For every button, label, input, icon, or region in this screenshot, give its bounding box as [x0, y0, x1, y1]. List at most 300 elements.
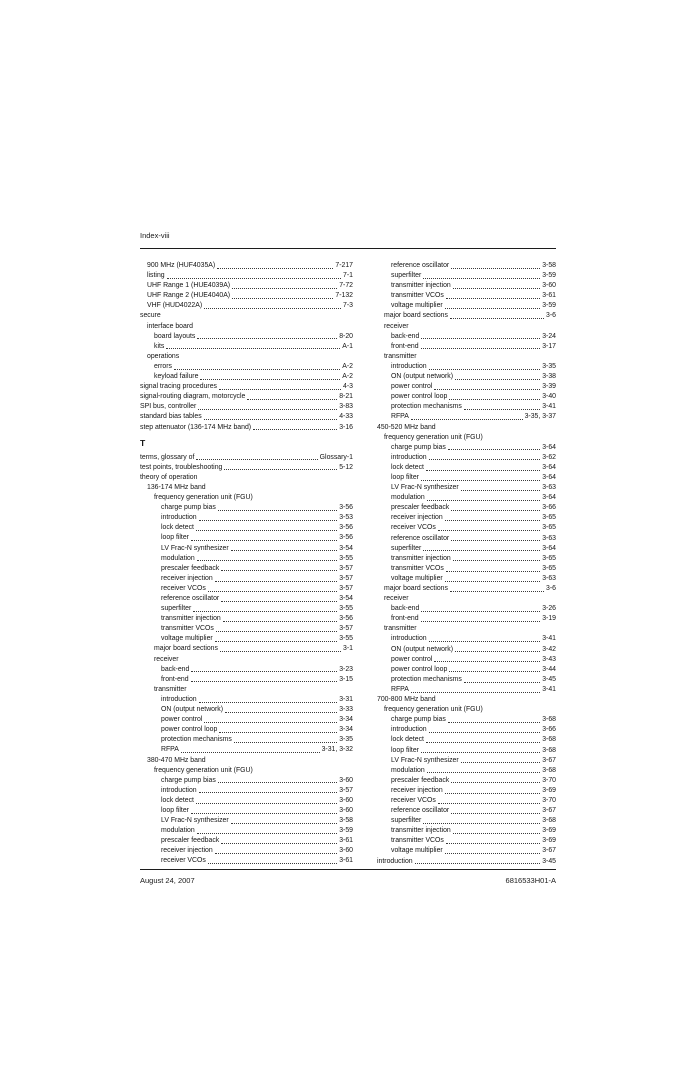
page-number: 3-57: [339, 786, 353, 794]
dot-leader: [427, 772, 540, 773]
dot-leader: [225, 712, 337, 713]
entry-text: UHF Range 1 (HUE4039A): [147, 282, 231, 290]
dot-leader: [221, 601, 337, 602]
index-entry: [370, 322, 556, 332]
index-entry: [140, 473, 353, 483]
entry-text: LV Frac-N synthesizer: [391, 484, 459, 492]
entry-text: receiver VCOs: [391, 524, 436, 532]
dot-leader: [234, 742, 337, 743]
page-number: 3-60: [339, 806, 353, 814]
dot-leader: [191, 540, 337, 541]
index-entry: [140, 836, 353, 846]
entry-text: 700-800 MHz band: [377, 696, 436, 704]
page-number: 3-57: [339, 574, 353, 582]
entry-text: receiver injection: [161, 847, 213, 855]
entry-text: receiver: [384, 322, 409, 330]
dot-leader: [429, 459, 541, 460]
entry-text: RFPA: [161, 746, 179, 754]
page-number: A-1: [342, 342, 353, 350]
index-entry: [370, 756, 556, 766]
entry-text: prescaler feedback: [391, 776, 450, 784]
page-number: 3-64: [542, 463, 556, 471]
page-number: 3-64: [542, 473, 556, 481]
index-entry: [370, 725, 556, 735]
page-number: 3-55: [339, 554, 353, 562]
page-number: 3-69: [542, 837, 556, 845]
entry-text: modulation: [161, 554, 195, 562]
index-entry: [140, 766, 353, 776]
index-entry: [140, 644, 353, 654]
index-entry: [140, 463, 353, 473]
index-entry: [370, 392, 556, 402]
index-entry: [370, 735, 556, 745]
page-number: 3-83: [339, 403, 353, 411]
dot-leader: [223, 621, 337, 622]
entry-text: protection mechanisms: [391, 675, 462, 683]
index-entry: [140, 382, 353, 392]
page-number: 3-60: [339, 776, 353, 784]
entry-text: power control: [391, 655, 433, 663]
page-number: 3-67: [542, 807, 556, 815]
entry-text: introduction: [161, 786, 197, 794]
entry-text: major board sections: [384, 312, 448, 320]
index-entry: [370, 362, 556, 372]
page-number: 3-62: [542, 453, 556, 461]
entry-text: loop filter: [391, 746, 419, 754]
index-entry: [370, 705, 556, 715]
index-entry: [370, 746, 556, 756]
index-entry: [140, 453, 353, 463]
page-number: 3-39: [542, 383, 556, 391]
dot-leader: [429, 641, 541, 642]
entry-text: operations: [147, 352, 180, 360]
index-entry: [370, 503, 556, 513]
entry-text: transmitter injection: [391, 827, 451, 835]
dot-leader: [191, 671, 337, 672]
entry-text: reference oscillator: [391, 534, 450, 542]
dot-leader: [216, 631, 337, 632]
index-entry: [370, 816, 556, 826]
entry-text: lock detect: [391, 736, 424, 744]
entry-text: introduction: [391, 726, 427, 734]
dot-leader: [438, 803, 540, 804]
page-number: 3-40: [542, 393, 556, 401]
index-entry: [140, 745, 353, 755]
dot-leader: [232, 298, 333, 299]
dot-leader: [421, 621, 541, 622]
dot-leader: [453, 560, 540, 561]
dot-leader: [191, 813, 337, 814]
entry-text: introduction: [391, 635, 427, 643]
page-number: 3-66: [542, 726, 556, 734]
entry-text: superfilter: [391, 544, 422, 552]
index-entry: [140, 261, 353, 271]
entry-text: introduction: [161, 695, 197, 703]
entry-text: transmitter injection: [391, 554, 451, 562]
page-number: 3-59: [542, 302, 556, 310]
dot-leader: [421, 480, 540, 481]
index-entry: [370, 513, 556, 523]
index-entry: [370, 857, 556, 867]
index-entry: [370, 402, 556, 412]
entry-text: superfilter: [161, 605, 192, 613]
page-number: 3-67: [542, 756, 556, 764]
page-number: 3-69: [542, 786, 556, 794]
dot-leader: [438, 530, 540, 531]
page-number: 3-68: [542, 736, 556, 744]
entry-text: loop filter: [391, 473, 419, 481]
entry-text: receiver VCOs: [161, 857, 206, 865]
dot-leader: [208, 591, 337, 592]
dot-leader: [196, 803, 337, 804]
entry-text: modulation: [391, 494, 425, 502]
entry-text: SPI bus, controller: [140, 403, 197, 411]
dot-leader: [204, 722, 337, 723]
index-entry: [140, 604, 353, 614]
index-entry: [370, 261, 556, 271]
dot-leader: [198, 409, 337, 410]
entry-text: voltage multiplier: [161, 635, 213, 643]
entry-text: introduction: [161, 514, 197, 522]
index-entry: [370, 412, 556, 422]
dot-leader: [197, 560, 337, 561]
index-entry: [370, 594, 556, 604]
page-number: 3-55: [339, 605, 353, 613]
dot-leader: [451, 510, 540, 511]
page-number: 3-64: [542, 443, 556, 451]
index-column-right: [370, 261, 556, 867]
index-entry: [140, 291, 353, 301]
entry-text: transmitter injection: [391, 282, 451, 290]
page-number: 3-61: [339, 837, 353, 845]
entry-text: charge pump bias: [391, 443, 446, 451]
page-footer: [140, 869, 556, 885]
index-entry: [370, 836, 556, 846]
page-number: 3-45: [542, 857, 556, 865]
index-entry: [370, 423, 556, 433]
entry-text: prescaler feedback: [161, 837, 220, 845]
index-entry: [370, 634, 556, 644]
dot-leader: [423, 823, 540, 824]
dot-leader: [421, 338, 540, 339]
index-entry: [370, 433, 556, 443]
page-header: [140, 231, 556, 249]
dot-leader: [204, 308, 341, 309]
page-number: 3-63: [542, 534, 556, 542]
page-number: 3-65: [542, 564, 556, 572]
entry-text: T: [140, 437, 146, 448]
entry-text: receiver VCOs: [161, 584, 206, 592]
entry-text: theory of operation: [140, 473, 198, 481]
dot-leader: [445, 581, 540, 582]
entry-text: interface board: [147, 322, 193, 330]
index-entry: [370, 685, 556, 695]
entry-text: charge pump bias: [161, 504, 216, 512]
entry-text: prescaler feedback: [161, 564, 220, 572]
entry-text: LV Frac-N synthesizer: [161, 544, 229, 552]
page-number: 3-38: [542, 373, 556, 381]
index-entry: [140, 856, 353, 866]
index-entry: [140, 786, 353, 796]
entry-text: keyload failure: [154, 373, 199, 381]
index-entry: [140, 554, 353, 564]
index-entry: [140, 776, 353, 786]
entry-text: test points, troubleshooting: [140, 463, 223, 471]
dot-leader: [450, 591, 544, 592]
dot-leader: [429, 369, 541, 370]
index-entry: [140, 634, 353, 644]
page-number: 3-61: [339, 857, 353, 865]
dot-leader: [446, 571, 540, 572]
entry-text: signal-routing diagram, motorcycle: [140, 393, 246, 401]
dot-leader: [199, 702, 338, 703]
index-entry: [370, 675, 556, 685]
index-entry: [370, 372, 556, 382]
index-entry: [140, 483, 353, 493]
entry-text: reference oscillator: [391, 807, 450, 815]
entry-text: back-end: [391, 605, 420, 613]
page-number: 3-65: [542, 554, 556, 562]
footer-document-number: 6816533H01-A: [505, 876, 556, 886]
page-number: 3-56: [339, 524, 353, 532]
dot-leader: [200, 379, 340, 380]
dot-leader: [411, 419, 523, 420]
page-number: 3-70: [542, 796, 556, 804]
header-label: Index-viii: [140, 231, 170, 240]
index-entry: [140, 594, 353, 604]
index-entry: [140, 301, 353, 311]
index-entry: [140, 564, 353, 574]
page-number: 3-60: [339, 847, 353, 855]
dot-leader: [411, 692, 540, 693]
index-entry: [370, 624, 556, 634]
page-number: 3-41: [542, 403, 556, 411]
index-entry: [370, 645, 556, 655]
dot-leader: [191, 681, 338, 682]
index-entry: [140, 332, 353, 342]
dot-leader: [445, 520, 540, 521]
entry-text: secure: [140, 312, 161, 320]
index-entry: [140, 735, 353, 745]
entry-text: charge pump bias: [161, 776, 216, 784]
index-entry: [140, 574, 353, 584]
index-entry: [140, 584, 353, 594]
page-number: 3-35: [542, 362, 556, 370]
entry-text: ON (output network): [391, 373, 454, 381]
index-entry: [370, 332, 556, 342]
dot-leader: [450, 318, 544, 319]
page-number: 3-53: [339, 514, 353, 522]
dot-leader: [461, 490, 541, 491]
page-number: 3-31, 3-32: [321, 746, 353, 754]
index-entry: [370, 523, 556, 533]
dot-leader: [449, 399, 540, 400]
page-number: 3-69: [542, 827, 556, 835]
entry-text: receiver: [154, 655, 179, 663]
index-entry: [370, 281, 556, 291]
page-number: 3-44: [542, 665, 556, 673]
dot-leader: [421, 611, 540, 612]
index-entry: [140, 412, 353, 422]
dot-leader: [174, 369, 340, 370]
index-entry: [140, 513, 353, 523]
dot-leader: [426, 470, 540, 471]
entry-text: transmitter: [154, 685, 187, 693]
entry-text: kits: [154, 342, 165, 350]
dot-leader: [196, 530, 337, 531]
entry-text: major board sections: [384, 585, 448, 592]
dot-leader: [426, 742, 540, 743]
entry-text: LV Frac-N synthesizer: [161, 817, 229, 825]
dot-leader: [181, 752, 320, 753]
dot-leader: [448, 722, 540, 723]
page-number: 3-56: [339, 534, 353, 542]
index-entry: [370, 846, 556, 856]
entry-text: power control: [391, 383, 433, 391]
index-entry: [370, 453, 556, 463]
page-number: 3-23: [339, 665, 353, 673]
page-number: 3-55: [339, 635, 353, 643]
page-number: 3-60: [542, 282, 556, 290]
index-entry: [140, 675, 353, 685]
entry-text: receiver injection: [161, 574, 213, 582]
entry-text: transmitter: [384, 352, 417, 360]
page-number: 3-6: [546, 585, 556, 592]
dot-leader: [224, 469, 337, 470]
index-entry: [370, 382, 556, 392]
entry-text: frequency generation unit (FGU): [384, 433, 483, 441]
index-entry: [140, 624, 353, 634]
entry-text: voltage multiplier: [391, 302, 443, 310]
dot-leader: [455, 379, 540, 380]
entry-text: transmitter VCOs: [391, 292, 444, 300]
dot-leader: [464, 409, 540, 410]
index-entry: [140, 271, 353, 281]
index-entry: [140, 362, 353, 372]
index-entry: [370, 291, 556, 301]
page-number: 3-19: [542, 615, 556, 623]
dot-leader: [429, 732, 541, 733]
page-number: 3-68: [542, 766, 556, 774]
index-entry: [370, 796, 556, 806]
entry-text: UHF Range 2 (HUE4040A): [147, 292, 231, 300]
index-entry: [370, 463, 556, 473]
dot-leader: [221, 843, 337, 844]
dot-leader: [232, 288, 337, 289]
dot-leader: [423, 278, 540, 279]
dot-leader: [208, 863, 337, 864]
index-entry: [370, 311, 556, 321]
index-entry: [370, 342, 556, 352]
entry-text: power control loop: [161, 726, 218, 734]
dot-leader: [445, 308, 540, 309]
index-entry: [370, 544, 556, 554]
entry-text: front-end: [391, 342, 419, 350]
index-columns: [140, 261, 556, 867]
entry-text: listing: [147, 272, 165, 280]
entry-text: protection mechanisms: [391, 403, 462, 411]
dot-leader: [434, 661, 540, 662]
page-number: 3-70: [542, 776, 556, 784]
dot-leader: [204, 419, 338, 420]
entry-text: transmitter VCOs: [391, 837, 444, 845]
index-entry: [370, 695, 556, 705]
entry-text: 380-470 MHz band: [147, 756, 206, 764]
page-number: 3-17: [542, 342, 556, 350]
page-number: 3-15: [339, 675, 353, 683]
entry-text: standard bias tables: [140, 413, 202, 421]
entry-text: power control: [161, 716, 203, 724]
dot-leader: [427, 500, 540, 501]
page-number: A-2: [342, 373, 353, 381]
page-number: 3-65: [542, 514, 556, 522]
entry-text: ON (output network): [161, 706, 224, 714]
entry-text: 450-520 MHz band: [377, 423, 436, 431]
entry-text: frequency generation unit (FGU): [154, 766, 253, 774]
entry-text: transmitter: [384, 625, 417, 633]
dot-leader: [451, 782, 540, 783]
entry-text: charge pump bias: [391, 716, 446, 724]
entry-text: frequency generation unit (FGU): [384, 706, 483, 714]
index-entry: [140, 311, 353, 321]
index-entry: [140, 402, 353, 412]
entry-text: power control loop: [391, 665, 448, 673]
index-entry: [370, 301, 556, 311]
dot-leader: [451, 268, 540, 269]
entry-text: superfilter: [391, 272, 422, 280]
index-entry: [140, 705, 353, 715]
page-number: 3-24: [542, 332, 556, 340]
entry-text: modulation: [161, 827, 195, 835]
dot-leader: [215, 853, 337, 854]
footer-date: August 24, 2007: [140, 876, 195, 886]
dot-leader: [217, 268, 333, 269]
page-number: 3-60: [339, 796, 353, 804]
page-number: 3-1: [343, 645, 353, 653]
page-number: 7-72: [339, 282, 353, 290]
index-entry: [140, 796, 353, 806]
page-number: 3-26: [542, 605, 556, 613]
index-entry: [140, 826, 353, 836]
index-entry: [140, 655, 353, 665]
dot-leader: [167, 278, 341, 279]
entry-text: terms, glossary of: [140, 453, 195, 461]
index-entry: [370, 554, 556, 564]
page-number: 3-56: [339, 615, 353, 623]
page-number: 4-3: [343, 383, 353, 391]
dot-leader: [446, 843, 540, 844]
dot-leader: [451, 540, 540, 541]
entry-text: receiver VCOs: [391, 796, 436, 804]
page-number: 3-57: [339, 625, 353, 633]
dot-leader: [218, 510, 337, 511]
index-entry: [140, 342, 353, 352]
index-entry: [370, 564, 556, 574]
entry-text: loop filter: [161, 534, 189, 542]
dot-leader: [199, 520, 338, 521]
page-number: 3-58: [339, 817, 353, 825]
index-entry: [370, 443, 556, 453]
index-entry: [370, 271, 556, 281]
dot-leader: [434, 389, 540, 390]
dot-leader: [219, 389, 341, 390]
entry-text: transmitter VCOs: [391, 564, 444, 572]
page-number: 3-57: [339, 584, 353, 592]
page-number: 3-42: [542, 645, 556, 653]
entry-text: introduction: [377, 857, 413, 865]
page-number: 7-1: [343, 272, 353, 280]
index-entry: [140, 544, 353, 554]
